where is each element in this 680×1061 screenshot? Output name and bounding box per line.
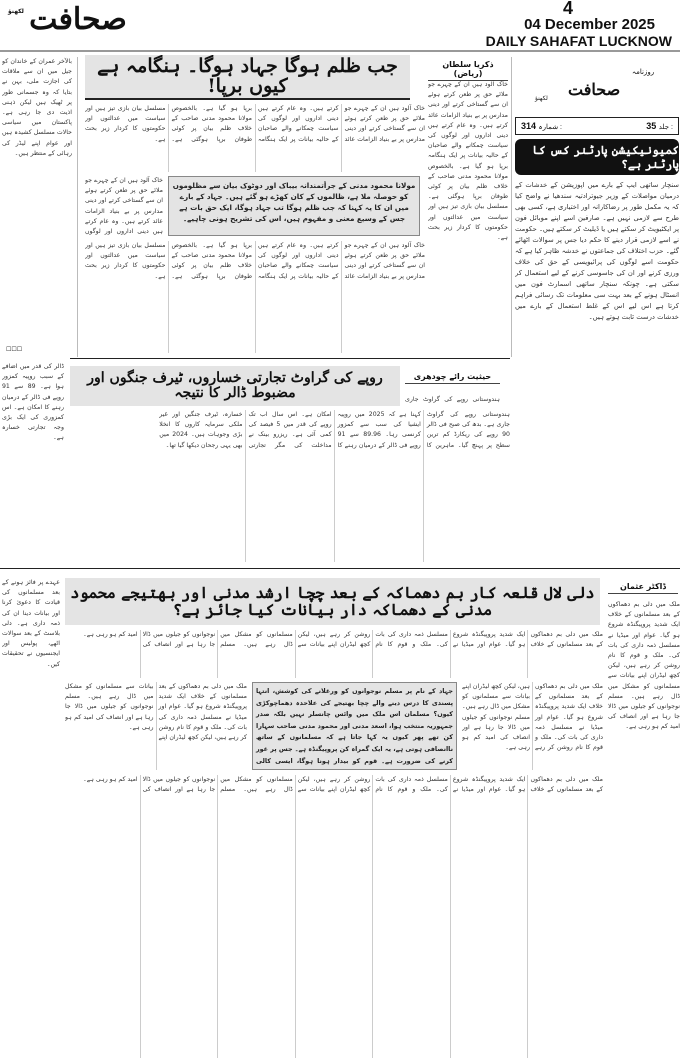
article2-author: حیثیت رائے چودھری [405,372,500,384]
masthead-name: صحافت [568,80,621,99]
article2-headline: روپے کی گراوٹ تجارتی خساروں، ٹیرف جنگوں اور مضبوط ڈالر کا نتیجہ [70,366,400,406]
newspaper-logo: صحافت [29,2,127,37]
article3-author: ڈاکٹر عثمان [608,582,678,594]
page-header [0,0,680,52]
article3-side-column: ملک میں دلی بم دھماکوں کے بعد مسلمانوں کے خلاف ایک شدید پروپیگنڈہ شروع ہو گیا۔ عوام اور میڈیا نے مسلسل ذمہ داری کی بات کی۔ ملک و قوم کا نام روشن کر رہے ہیں، لیکن کچھ لیڈران اپنے بیانات سے مسلمانوں کو مشکل میں ڈال رہے ہیں۔ مسلم نوجوانوں کو جیلوں میں ڈالا جا رہا ہے اور انصاف کی امید کم ہو رہی ہے۔ [608,601,680,731]
issue-label: شمارہ : [538,124,562,131]
article2-body: ہندوستانی روپے کی گراوٹ جاری ہے۔ بدھ کی صبح فی ڈالر 90 روپے کی ریکارڈ کم ترین سطح پر پہنچ گیا۔ ماہرین کا کہنا ہے کہ 2025 میں روپیہ ایشیا کی سب سے کمزور کرنسی رہا۔ 89.96 سے 91 روپے فی ڈالر کے درمیان رہنے کا امکان ہے۔ اس سال اب تک روپے کی قدر میں 5 فیصد کی کمی آئی ہے۔ ریزرو بینک نے مداخلت کی مگر تجارتی خسارہ، ٹیرف جنگیں اور غیر ملکی سرمایہ کاروں کا انخلا بڑی وجوہات ہیں۔ 2024 میں بھی یہی رجحان دیکھا گیا تھا۔ [159,411,510,449]
end-mark: ☐☐☐ [6,346,23,353]
article2-side-top: ہندوستانی روپے کی گراوٹ جاری [405,396,500,403]
logo-city: لکھنؤ [8,8,24,15]
article1-side-column: خاک آلود ہیں ان کے چہرے جو ملائے حق پر طعن کرتے ہوئے ان سے گستاخی کرتے اور دینی مدارس پر بے بنیاد الزامات عائد کرتے ہیں۔ وہ عام کرتے ہیں دینی اداروں اور لوگوں کی سیاست چمکانے والے صاحبان کے حالیہ بیانات پر ایک ہنگامہ برپا ہو گیا ہے۔ بالخصوص مولانا محمود مدنی صاحب کے خلاف ظلم بیان پر کوئی طوفان برپا ہوگئی ہے۔ مسلسل بیان بازی تیز ہیں اور سیاست میں عدالتوں اور حکومتوں کا کردار زیر بحث ہے۔ [428,81,508,242]
issue-date: 04 December 2025 [524,16,655,33]
article3-quote-box: جہاد کے نام پر مسلم نوجوانوں کو ورغلانے کی کوشش، انتہا پسندی کا درس دینے والے چچا بھتیجے کی علاحدہ دھماچوکڑی کیوں؟ مسلمان اس ملک میں وائس چانسلر نہیں بلکہ صدر جمہوریہ منتخب ہوا، اسعد مدنی اور محمود مدنی صاحب سہارا کن تھے پھر کیوں یہ کہا جاتا ہے کہ مسلمانوں کے ساتھ ناانصافی ہوتی ہے، یہ ایک گمراہ کن پروپیگنڈہ ہے۔ جس پر غور کرنے کی ضرورت ہے۔ قوم کو بیدار ہونا ہوگا، ایسی کالی [252,682,457,770]
article1-quote-box: مولانا محمود مدنی کے جرأتمندانہ بیباک اور دوٹوک بیان سے مظلوموں کو حوصلہ ملا ہے، ظالموں کے کان کھڑے ہو گئے ہیں۔ جہاد کے بارے میں ان کا یہ کہنا کہ جب ظلم ہوگا تب جہاد ہوگا، ایک حق بات ہے جس کے وسیع معنی و مفہوم ہیں، اس کی تشریح ہونی چاہیے۔ [168,176,420,236]
article1-body: خاک آلود ہیں ان کے چہرے جو ملائے حق پر طعن کرتے ہوئے ان سے گستاخی کرتے اور دینی مدارس پر بے بنیاد الزامات عائد کرتے ہیں۔ وہ عام کرتے ہیں دینی اداروں اور لوگوں کی سیاست چمکانے والے صاحبان کے حالیہ بیانات پر ایک ہنگامہ برپا ہو گیا ہے۔ بالخصوص مولانا محمود مدنی صاحب کے خلاف ظلم بیان پر کوئی طوفان برپا ہوگئی ہے۔ مسلسل بیان بازی تیز ہیں اور سیاست میں عدالتوں اور حکومتوں کا کردار زیر بحث ہے۔ [85,105,425,143]
volume-number: 35 [646,121,657,131]
left-column-top: بالآخر عمران کے خاندان کو جیل میں ان سے ملاقات کی اجازت ملی، بہن نے بتایا کہ وہ جسمانی طور پر ٹھیک ہیں لیکن ذہنی اذیت دی جا رہی ہے۔ پاکستان میں سیاسی حالات مسلسل کشیدہ ہیں اور عوام اپنے لیڈر کی رہائی کے منتظر ہیں۔ [2,58,72,157]
issue-number: 314 [521,121,537,131]
masthead-label: روزنامہ [632,68,655,76]
article3-body: ملک میں دلی بم دھماکوں کے بعد مسلمانوں کے خلاف ایک شدید پروپیگنڈہ شروع ہو گیا۔ عوام اور میڈیا نے مسلسل ذمہ داری کی بات کی۔ ملک و قوم کا نام روشن کر رہے ہیں، لیکن کچھ لیڈران اپنے بیانات سے مسلمانوں کو مشکل میں ڈال رہے ہیں۔ مسلم نوجوانوں کو جیلوں میں ڈالا جا رہا ہے اور انصاف کی امید کم ہو رہی ہے۔ [83,631,603,649]
left-column-bottom: عہدے پر فائز ہونے کے بعد مسلمانوں کی قیادت کا دعویٰ کرنا اور بیانات دینا ان کی ذمہ داری ہے۔ دلی بلاسٹ کے بعد سوالات اٹھے، پولیس اور ایجنسیوں نے تحقیقات کیں۔ [2,579,60,668]
article3-headline: دلی لال قلعہ کار بم دھماکہ کے بعد چچا ارشد مدنی اور بھتیجے محمود مدنی کے دھماکہ دار بیانات کیا جائز ہے؟ [65,578,600,625]
article1-body-continued: خاک آلود ہیں ان کے چہرے جو ملائے حق پر طعن کرتے ہوئے ان سے گستاخی کرتے اور دینی مدارس پر بے بنیاد الزامات عائد کرتے ہیں۔ وہ عام کرتے ہیں دینی اداروں اور لوگوں کی سیاست چمکانے والے صاحبان کے حالیہ بیانات پر ایک ہنگامہ برپا ہو گیا ہے۔ بالخصوص مولانا محمود مدنی صاحب کے خلاف ظلم بیان پر کوئی طوفان برپا ہوگئی ہے۔ مسلسل بیان بازی تیز ہیں اور سیاست میں عدالتوں اور حکومتوں کا کردار زیر بحث ہے۔ [85,242,425,280]
article1-headline: جب ظلم ہوگا جہاد ہوگا۔ ہنگامہ ہے کیوں برپا! [85,55,410,100]
article3-body-continued: ملک میں دلی بم دھماکوں کے بعد مسلمانوں کے خلاف ایک شدید پروپیگنڈہ شروع ہو گیا۔ عوام اور میڈیا نے مسلسل ذمہ داری کی بات کی۔ ملک و قوم کا نام روشن کر رہے ہیں، لیکن کچھ لیڈران اپنے بیانات سے مسلمانوں کو مشکل میں ڈال رہے ہیں۔ مسلم نوجوانوں کو جیلوں میں ڈالا جا رہا ہے اور انصاف کی امید کم ہو رہی ہے۔ [83,776,603,794]
left-column-middle: ڈالر کی قدر میں اضافے کے سبب روپیہ کمزور ہوا ہے۔ 89 سے 91 روپے فی ڈالر کے درمیان رہنے کا امکان ہے۔ اس کمزوری کی ایک بڑی وجہ تجارتی خسارہ ہے۔ [2,363,64,442]
article1-body-beside-quote: خاک آلود ہیں ان کے چہرے جو ملائے حق پر طعن کرتے ہوئے ان سے گستاخی کرتے اور دینی مدارس پر بے بنیاد الزامات عائد کرتے ہیں۔ وہ عام کرتے ہیں دینی اداروں اور لوگوں [85,177,163,236]
article1-author: ذکریا سلطان (ریاض) [428,60,508,81]
masthead-city: لکھنؤ [535,95,548,102]
page-number: 4 [562,0,573,18]
volume-label: جلد : [658,124,673,131]
article3-body-right-of-quote: ملک میں دلی بم دھماکوں کے بعد مسلمانوں کے خلاف ایک شدید پروپیگنڈہ شروع ہو گیا۔ عوام اور میڈیا نے مسلسل ذمہ داری کی بات کی۔ ملک و قوم کا نام روشن کر رہے ہیں، لیکن کچھ لیڈران اپنے بیانات سے مسلمانوں کو مشکل میں ڈال رہے ہیں۔ مسلم نوجوانوں کو جیلوں میں ڈالا جا رہا ہے اور انصاف کی امید کم ہو رہی ہے۔ [462,683,603,752]
paper-name: DAILY SAHAFAT LUCKNOW [485,33,672,49]
volume-issue-box [515,117,679,135]
editorial-body: سنچار ساتھی ایپ کے بارے میں اپوزیشن کے خدشات کے درمیان مواصلات کے وزیر جیوترادتیہ سندھیا نے واضح کیا کہ یہ مکمل طور پر رضاکارانہ اور اختیاری ہے، کسی بھی طرح سے لازمی نہیں ہے۔ صارفین اسے اپنے موبائل فون پر ایکٹیویٹ کر سکتے ہیں یا ڈیلیٹ کر سکتے ہیں۔ حکومت نے اسے لازمی قرار دینے کا حکم دیا جس پر سوالات اٹھائے گئے۔ حزب اختلاف کی جماعتوں نے خدشہ ظاہر کیا ہے کہ حکومت اسے لوگوں کی پرائیویسی کے حق کی خلاف ورزی کرنے اور ان کی جاسوسی کرنے کے لیے استعمال کر سکتی ہے۔ چونکہ سنچار ساتھی اسمارٹ فون میں انسٹال ہونے کے بعد بہت سی معلومات تک رسائی فراہم کرتا ہے اس لیے اس کے غلط استعمال کے بارے میں خدشات درست ثابت ہوتے ہیں۔ [515,181,679,321]
article3-body-left-of-quote: ملک میں دلی بم دھماکوں کے بعد مسلمانوں کے خلاف ایک شدید پروپیگنڈہ شروع ہو گیا۔ عوام اور میڈیا نے مسلسل ذمہ داری کی بات کی۔ ملک و قوم کا نام روشن کر رہے ہیں، لیکن کچھ لیڈران اپنے بیانات سے مسلمانوں کو مشکل میں ڈال رہے ہیں۔ مسلم نوجوانوں کو جیلوں میں ڈالا جا رہا ہے اور انصاف کی امید کم ہو رہی ہے۔ [65,683,247,742]
editorial-headline: کمیونیکیشن پارٹنر کس کا پارٹنر ہے؟ [515,139,679,175]
